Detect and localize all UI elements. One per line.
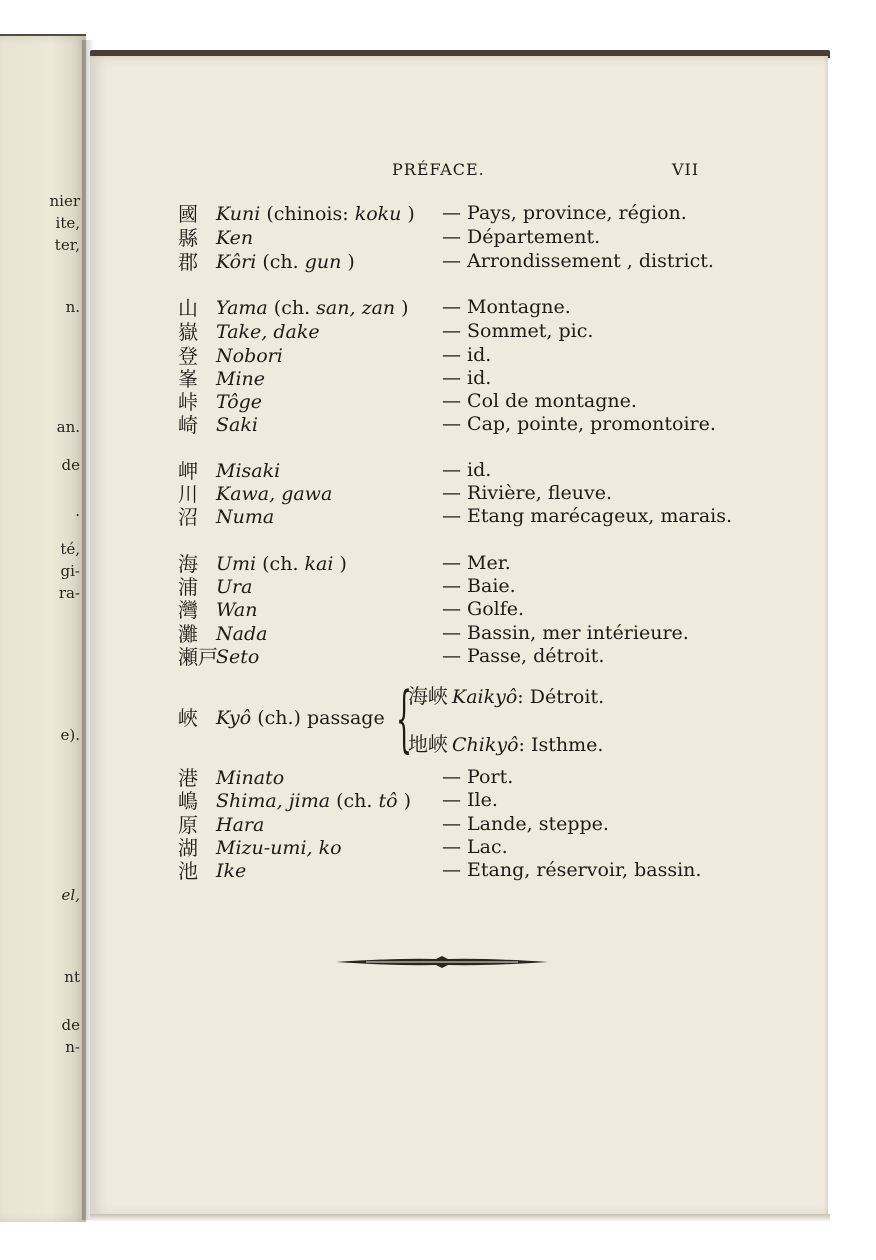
entry-definition: — Arrondissement , district. xyxy=(442,250,714,272)
left-fragment: ter, xyxy=(54,236,80,254)
left-fragment: el, xyxy=(61,886,80,904)
sub-kanji: 地峽 xyxy=(408,732,448,756)
entry-kanji: 峯 xyxy=(178,367,198,391)
entry-kanji: 湖 xyxy=(178,836,198,860)
term-romaji: Saki xyxy=(216,414,258,436)
sub-entry xyxy=(408,684,604,709)
entry-kanji: 縣 xyxy=(178,226,198,250)
entry-definition: — Port. xyxy=(442,766,514,788)
term-romaji: Mine xyxy=(216,368,266,390)
term-romaji: Wan xyxy=(216,599,258,621)
term-romaji: Take, dake xyxy=(216,321,320,343)
entry-term xyxy=(216,575,252,599)
page-bottom-edge xyxy=(90,1214,830,1222)
sub-entry xyxy=(408,732,603,757)
entry-term xyxy=(216,320,320,344)
entry-kanji: 嶋 xyxy=(178,789,198,813)
term-romaji: Hara xyxy=(216,814,265,836)
entry-kanji: 浦 xyxy=(178,575,198,599)
entry-kanji: 沼 xyxy=(178,505,198,529)
term-romaji: Ken xyxy=(216,227,254,249)
term-romaji: Umi xyxy=(216,553,257,575)
term-romaji: Kawa, gawa xyxy=(216,483,333,505)
entry-term xyxy=(216,226,253,250)
term-note-suffix: ) xyxy=(401,203,415,225)
term-note-chinese: kai xyxy=(304,553,334,575)
term-note-chinese: tô xyxy=(378,790,398,812)
left-fragment: té, xyxy=(60,540,80,558)
brace-symbol: { xyxy=(396,676,413,760)
entry-kanji: 川 xyxy=(178,482,198,506)
entry-kanji: 國 xyxy=(178,202,198,226)
term-romaji: Ura xyxy=(216,576,253,598)
entry-kanji: 海 xyxy=(178,552,198,576)
entry-definition: — Etang, réservoir, bassin. xyxy=(442,859,702,881)
sub-def: : Détroit. xyxy=(517,686,605,708)
entry-term xyxy=(216,202,415,226)
term-note: (ch.) passage xyxy=(251,707,385,729)
term-romaji: Shima, jima xyxy=(216,790,331,812)
entry-kanji: 瀬戸 xyxy=(178,645,218,669)
entry-kanji: 嶽 xyxy=(178,320,198,344)
term-note-chinese: gun xyxy=(304,251,342,273)
term-romaji: Yama xyxy=(216,297,268,319)
entry-definition: — Lac. xyxy=(442,836,508,858)
left-fragment: n- xyxy=(65,1038,80,1056)
term-romaji: Mizu-umi, ko xyxy=(216,837,342,859)
entry-term xyxy=(216,459,280,483)
entry-kanji: 岬 xyxy=(178,459,198,483)
page-title: PRÉFACE. xyxy=(392,160,485,179)
page-number: VII xyxy=(672,160,700,179)
entry-kanji: 山 xyxy=(178,296,198,320)
term-romaji: Tôge xyxy=(216,391,263,413)
left-fragment: gi- xyxy=(60,562,80,580)
term-romaji: Nada xyxy=(216,623,268,645)
entry-kanji: 崎 xyxy=(178,413,198,437)
entry-term xyxy=(216,789,411,813)
entry-definition: — Pays, province, région. xyxy=(442,202,687,224)
entry-kanji: 灘 xyxy=(178,622,198,646)
entry-kanji: 灣 xyxy=(178,598,198,622)
term-note-suffix: ) xyxy=(397,790,412,812)
entry-term xyxy=(216,413,258,437)
entry-term xyxy=(216,836,342,860)
term-note-suffix: ) xyxy=(333,553,347,575)
entry-definition: — Cap, pointe, promontoire. xyxy=(442,413,716,435)
entry-definition: — Sommet, pic. xyxy=(442,320,594,342)
left-fragment: . xyxy=(75,502,80,520)
entry-term xyxy=(216,367,265,391)
left-fragment: nier xyxy=(49,192,80,210)
entry-definition: — Montagne. xyxy=(442,296,571,318)
entry-term xyxy=(216,344,283,368)
sub-term: Chikyô xyxy=(452,734,519,756)
entry-term xyxy=(216,552,347,576)
entry-term xyxy=(216,706,385,730)
entry-kanji: 登 xyxy=(178,344,198,368)
term-romaji: Numa xyxy=(216,506,275,528)
entry-definition: — Bassin, mer intérieure. xyxy=(442,622,689,644)
left-fragment: nt xyxy=(64,968,80,986)
entry-term xyxy=(216,505,274,529)
term-romaji: Minato xyxy=(216,767,285,789)
term-note-chinese: koku xyxy=(354,203,402,225)
entry-kanji: 原 xyxy=(178,813,198,837)
term-note-suffix: ) xyxy=(341,251,355,273)
term-note-suffix: ) xyxy=(395,297,409,319)
entry-definition: — Ile. xyxy=(442,789,498,811)
entry-definition: — Lande, steppe. xyxy=(442,813,609,835)
entry-term xyxy=(216,390,262,414)
term-romaji: Kuni xyxy=(216,203,261,225)
entry-term xyxy=(216,813,264,837)
term-romaji: Kôri xyxy=(216,251,257,273)
left-fragment: n. xyxy=(65,298,80,316)
term-note-chinese: san, zan xyxy=(316,297,396,319)
entry-term xyxy=(216,482,332,506)
entry-term xyxy=(216,859,246,883)
sub-term: Kaikyô xyxy=(452,686,518,708)
entry-definition: — id. xyxy=(442,344,492,366)
entry-term xyxy=(216,598,257,622)
right-page xyxy=(90,56,828,1216)
entry-kanji: 峽 xyxy=(178,706,198,730)
left-fragment: de xyxy=(61,1016,80,1034)
term-romaji: Ike xyxy=(216,860,247,882)
term-note-prefix: (ch. xyxy=(256,251,305,273)
term-romaji: Nobori xyxy=(216,345,283,367)
entry-definition: — id. xyxy=(442,367,492,389)
entry-definition: — Baie. xyxy=(442,575,516,597)
term-romaji: Seto xyxy=(216,646,260,668)
entry-term xyxy=(216,645,259,669)
left-fragment: e). xyxy=(60,726,80,744)
term-romaji: Misaki xyxy=(216,460,281,482)
term-note-prefix: (chinois: xyxy=(260,203,355,225)
left-fragment: ite, xyxy=(55,214,80,232)
entry-kanji: 峠 xyxy=(178,390,198,414)
left-fragment: an. xyxy=(56,418,80,436)
entry-term xyxy=(216,296,409,320)
sub-def: : Isthme. xyxy=(518,734,604,756)
ornament-divider xyxy=(336,954,548,970)
entry-definition: — id. xyxy=(442,459,492,481)
entry-term xyxy=(216,250,355,274)
left-page xyxy=(0,34,86,1222)
entry-definition: — Département. xyxy=(442,226,601,248)
entry-term xyxy=(216,622,267,646)
term-note-prefix: (ch. xyxy=(330,790,379,812)
left-fragment: ra- xyxy=(58,584,80,602)
term-note-prefix: (ch. xyxy=(267,297,317,319)
entry-definition: — Col de montagne. xyxy=(442,390,637,412)
entry-kanji: 池 xyxy=(178,859,198,883)
entry-kanji: 港 xyxy=(178,766,198,790)
entry-kanji: 郡 xyxy=(178,250,198,274)
entry-definition: — Rivière, fleuve. xyxy=(442,482,613,504)
left-fragment: de xyxy=(61,456,80,474)
sub-kanji: 海峽 xyxy=(408,684,448,708)
entry-definition: — Passe, détroit. xyxy=(442,645,605,667)
term-romaji: Kyô xyxy=(216,707,252,729)
entry-definition: — Golfe. xyxy=(442,598,525,620)
entry-term xyxy=(216,766,284,790)
term-note-prefix: (ch. xyxy=(256,553,305,575)
entry-definition: — Etang marécageux, marais. xyxy=(442,505,733,527)
entry-definition: — Mer. xyxy=(442,552,511,574)
